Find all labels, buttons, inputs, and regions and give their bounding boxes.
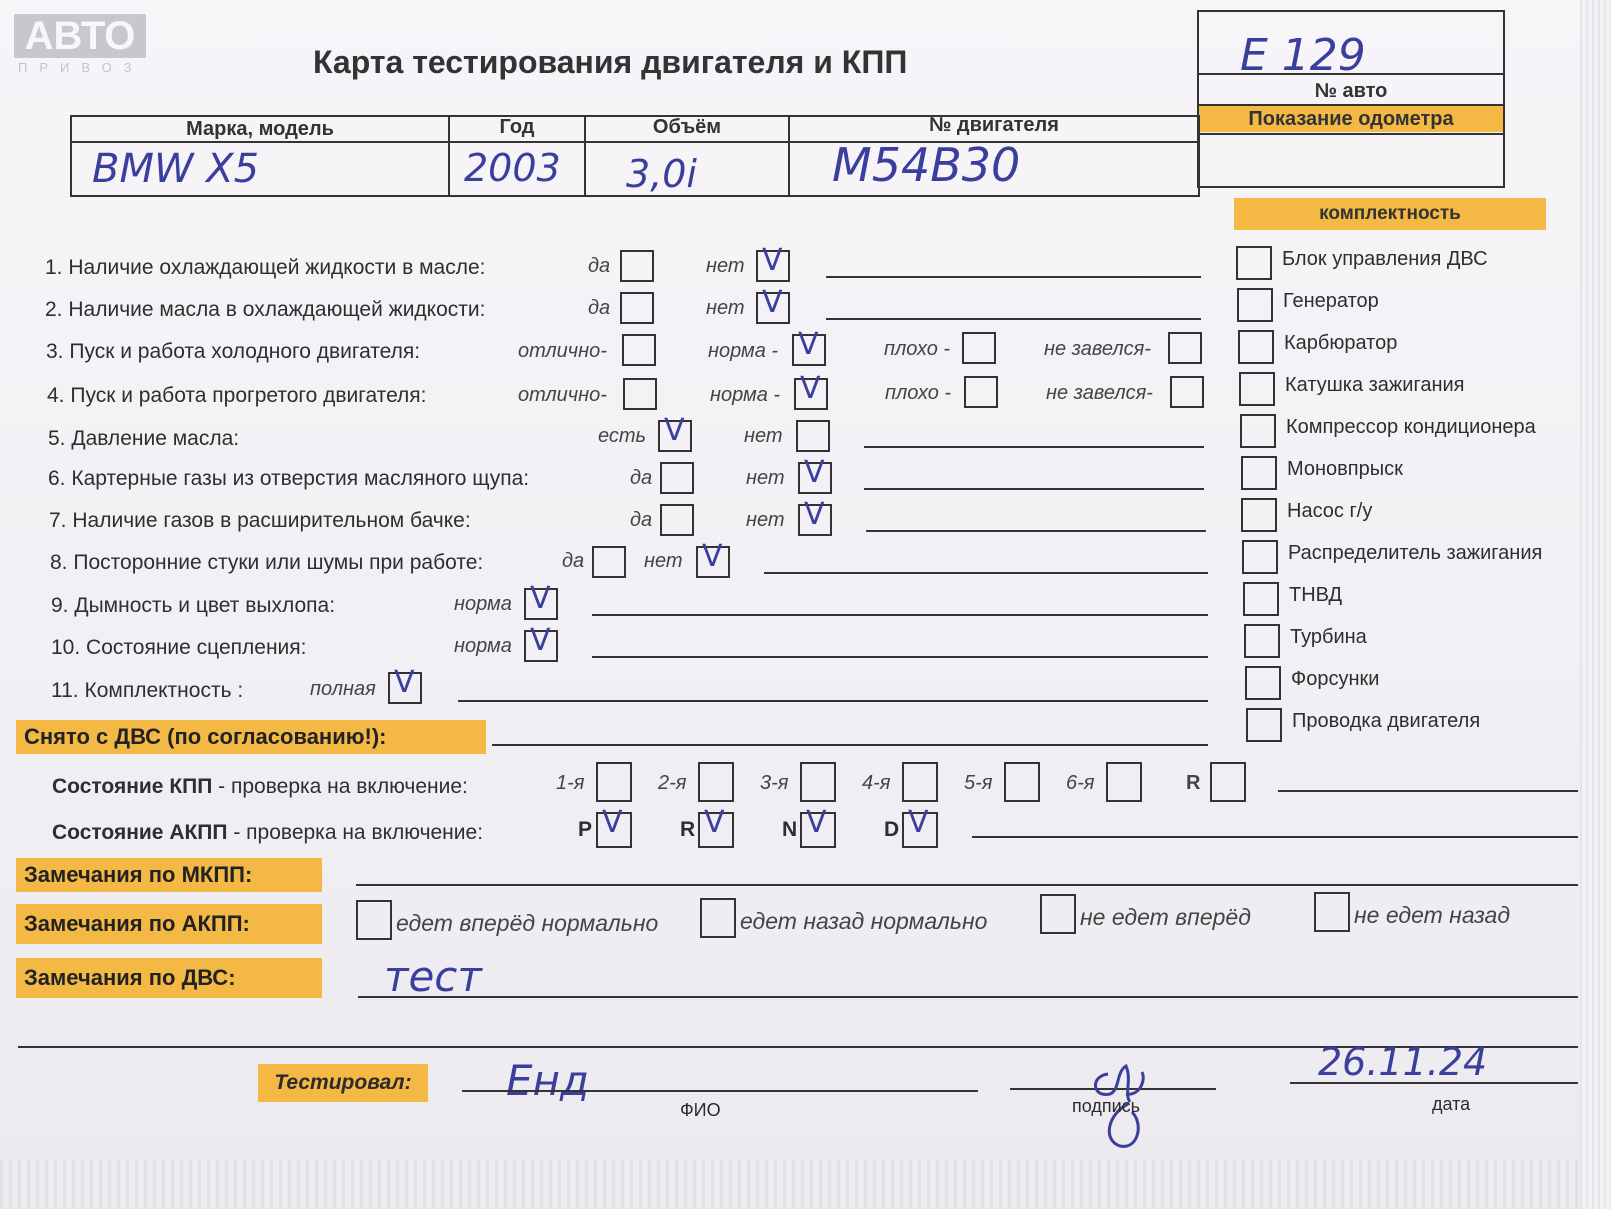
divider [70,141,1200,143]
logo [14,14,146,75]
check-mark: V [664,413,685,448]
note-line [458,700,1208,702]
row1-no-checkbox[interactable] [756,243,790,282]
row3-bad-checkbox[interactable] [962,332,996,364]
kpp-gear-label: 1-я [556,772,585,794]
kit-checkbox[interactable] [1242,540,1278,574]
row10-norma-checkbox[interactable] [524,623,558,662]
note-line [864,488,1204,490]
option-no: нет [744,425,783,447]
check-mark: V [702,539,723,574]
option-norma: норма [454,593,512,615]
check-item-8: 8. Посторонние стуки или шумы при работе: [50,551,484,574]
date-line [1290,1082,1578,1084]
check-item-9: 9. Дымность и цвет выхлопа: [51,594,336,617]
option-no: нет [644,550,683,572]
date-label: дата [1432,1094,1471,1114]
row4-normal-checkbox[interactable] [794,371,828,410]
kit-item-label: Моновпрыск [1287,458,1403,480]
akpp-mode-checkbox[interactable] [902,805,938,848]
kit-item-label: Генератор [1283,290,1379,312]
option-no: нет [746,467,785,489]
row8-yes-checkbox[interactable] [592,546,626,578]
note-line [864,446,1204,448]
check-item-4: 4. Пуск и работа прогретого двигателя: [47,384,427,407]
note-line [592,656,1208,658]
note-line [972,836,1578,838]
akpp-mode-checkbox[interactable] [698,805,734,848]
fio-label: ФИО [680,1100,721,1120]
row7-no-checkbox[interactable] [798,497,832,536]
remarks-dvs-label: Замечания по ДВС: [16,958,322,998]
check-mark: V [530,581,551,616]
option-no: нет [706,255,745,277]
volume-label: Объём [652,116,722,138]
kit-checkbox[interactable] [1243,582,1279,616]
akpp-reverse-ok-label: едет назад нормально [740,908,988,934]
note-line [492,744,1208,746]
row6-yes-checkbox[interactable] [660,462,694,494]
date-value: 26.11.24 [1318,1040,1488,1084]
row4-bad-checkbox[interactable] [964,376,998,408]
make-value: BMW X5 [92,146,260,192]
akpp-label: Состояние АКПП - проверка на включение: [52,821,484,844]
option-bad: плохо - [884,338,951,360]
kit-item-label: Карбюратор [1284,332,1398,354]
kit-checkbox[interactable] [1245,666,1281,700]
row3-excellent-checkbox[interactable] [622,334,656,366]
row7-yes-checkbox[interactable] [660,504,694,536]
kpp-gear-label: 5-я [964,772,993,794]
option-full: полная [310,678,376,700]
kit-checkbox[interactable] [1241,456,1277,490]
kit-item-label: Блок управления ДВС [1282,248,1488,270]
kpp-gear-checkbox[interactable] [800,762,836,802]
kit-checkbox[interactable] [1237,288,1273,322]
check-mark: V [762,243,783,278]
row9-norma-checkbox[interactable] [524,581,558,620]
check-item-10: 10. Состояние сцепления: [51,636,307,659]
tester-name-value: Енд [506,1056,590,1105]
odometer-label: Показание одометра [1199,106,1503,132]
note-line [592,614,1208,616]
kit-item-label: Распределитель зажигания [1288,542,1543,564]
kpp-gear-checkbox[interactable] [596,762,632,802]
kit-item-label: Форсунки [1291,668,1380,690]
kpp-gear-label: 2-я [658,772,687,794]
note-line [866,530,1206,532]
option-yes: да [562,550,585,572]
check-mark: V [530,623,551,658]
divider [1197,133,1505,135]
logo-main: АВТО [14,14,146,58]
akpp-mode-label: D [884,818,900,841]
kit-checkbox[interactable] [1239,372,1275,406]
option-norma: норма [454,635,512,657]
check-mark: V [804,455,825,490]
engine-label: № двигателя [929,114,1059,136]
akpp-reverse-ok-checkbox[interactable] [700,898,736,938]
row2-yes-checkbox[interactable] [620,292,654,324]
akpp-no-reverse-label: не едет назад [1354,902,1511,928]
check-mark: V [704,805,725,840]
kit-checkbox[interactable] [1236,246,1272,280]
note-line [826,318,1201,320]
akpp-mode-checkbox[interactable] [596,805,632,848]
check-mark: V [394,665,415,700]
row3-no-start-checkbox[interactable] [1168,332,1202,364]
row2-no-checkbox[interactable] [756,285,790,324]
kpp-gear-label: 4-я [862,772,891,794]
kit-checkbox[interactable] [1238,330,1274,364]
check-item-7: 7. Наличие газов в расширительном бачке: [49,509,471,532]
row11-full-checkbox[interactable] [388,665,422,704]
option-excellent: отлично- [518,340,607,362]
akpp-forward-ok-checkbox[interactable] [356,900,392,940]
car-number-label: № авто [1314,80,1388,102]
row1-yes-checkbox[interactable] [620,250,654,282]
option-no-start: не завелся- [1044,338,1151,360]
check-item-3: 3. Пуск и работа холодного двигателя: [46,340,421,363]
kit-item-label: Компрессор кондиционера [1286,416,1536,438]
paper-edge-right [1580,0,1611,1209]
row8-no-checkbox[interactable] [696,539,730,578]
akpp-no-reverse-checkbox[interactable] [1314,892,1350,932]
kpp-gear-label: R [1186,772,1201,794]
tested-label: Тестировал: [258,1064,428,1102]
remarks-akpp-label: Замечания по АКПП: [16,904,322,944]
akpp-mode-label: R [680,818,696,841]
option-yes: да [630,509,653,531]
note-line [764,572,1208,574]
note-line [356,884,1578,886]
row4-excellent-checkbox[interactable] [623,378,657,410]
kit-checkbox[interactable] [1241,498,1277,532]
check-mark: V [806,805,827,840]
engine-value: M54B30 [832,138,1021,192]
row6-no-checkbox[interactable] [798,455,832,494]
year-value: 2003 [464,146,561,190]
akpp-no-forward-label: не едет вперёд [1080,904,1251,930]
kit-item-label: Насос г/у [1287,500,1373,522]
remarks-mkpp-label: Замечания по МКПП: [16,858,322,892]
check-item-1: 1. Наличие охлаждающей жидкости в масле: [45,256,486,279]
akpp-forward-ok-label: едет вперёд нормально [396,910,659,936]
option-yes: да [588,297,611,319]
check-item-2: 2. Наличие масла в охлаждающей жидкости: [45,298,486,321]
removed-label: Снято с ДВС (по согласованию!): [16,720,486,754]
option-no: нет [746,509,785,531]
row5-present-checkbox[interactable] [658,413,692,452]
divider [1197,73,1505,75]
option-no: нет [706,297,745,319]
check-mark: V [804,497,825,532]
akpp-mode-checkbox[interactable] [800,805,836,848]
paper-edge-bottom [0,1160,1611,1209]
year-label: Год [499,116,535,138]
option-no-start: не завелся- [1046,382,1153,404]
make-label: Марка, модель [186,118,334,140]
kpp-gear-checkbox[interactable] [1210,762,1246,802]
option-normal: норма - [708,340,779,362]
logo-sub: ПРИВОЗ [18,60,144,75]
page-title: Карта тестирования двигателя и КПП [313,44,908,80]
option-present: есть [598,425,647,447]
check-mark: V [762,285,783,320]
fio-line [462,1090,978,1092]
check-mark: V [800,371,821,406]
check-item-5: 5. Давление масла: [48,427,240,450]
check-item-11: 11. Комплектность : [51,679,244,702]
kpp-gear-checkbox[interactable] [698,762,734,802]
kit-item-label: Турбина [1290,626,1367,648]
row5-no-checkbox[interactable] [796,420,830,452]
kit-checkbox[interactable] [1240,414,1276,448]
note-line [358,996,1578,998]
option-excellent: отлично- [518,384,607,406]
akpp-mode-label: P [578,818,593,841]
check-mark: V [908,805,929,840]
note-line [826,276,1201,278]
volume-value: 3,0i [626,152,697,196]
akpp-mode-label: N [782,818,798,841]
car-number-value: E 129 [1240,30,1366,81]
kit-checkbox[interactable] [1246,708,1282,742]
kpp-label: Состояние КПП - проверка на включение: [52,775,468,798]
kpp-gear-label: 6-я [1066,772,1095,794]
remarks-dvs-value: тест [384,952,482,1001]
option-bad: плохо - [885,382,952,404]
row4-no-start-checkbox[interactable] [1170,376,1204,408]
kpp-gear-checkbox[interactable] [1106,762,1142,802]
check-mark: V [798,327,819,362]
check-mark: V [602,805,623,840]
kit-item-label: Катушка зажигания [1285,374,1465,396]
kit-checkbox[interactable] [1244,624,1280,658]
kit-item-label: Проводка двигателя [1292,710,1481,732]
option-normal: норма - [710,384,781,406]
signature-label: подпись [1072,1096,1141,1116]
check-item-6: 6. Картерные газы из отверстия масляного щупа: [48,467,530,490]
divider [1197,104,1505,106]
kpp-gear-label: 3-я [760,772,789,794]
option-yes: да [630,467,653,489]
kit-item-label: ТНВД [1289,584,1343,606]
kit-title: комплектность [1234,198,1546,230]
kpp-gear-checkbox[interactable] [902,762,938,802]
row3-normal-checkbox[interactable] [792,327,826,366]
note-line [1278,790,1578,792]
option-yes: да [588,255,611,277]
kpp-gear-checkbox[interactable] [1004,762,1040,802]
akpp-no-forward-checkbox[interactable] [1040,894,1076,934]
